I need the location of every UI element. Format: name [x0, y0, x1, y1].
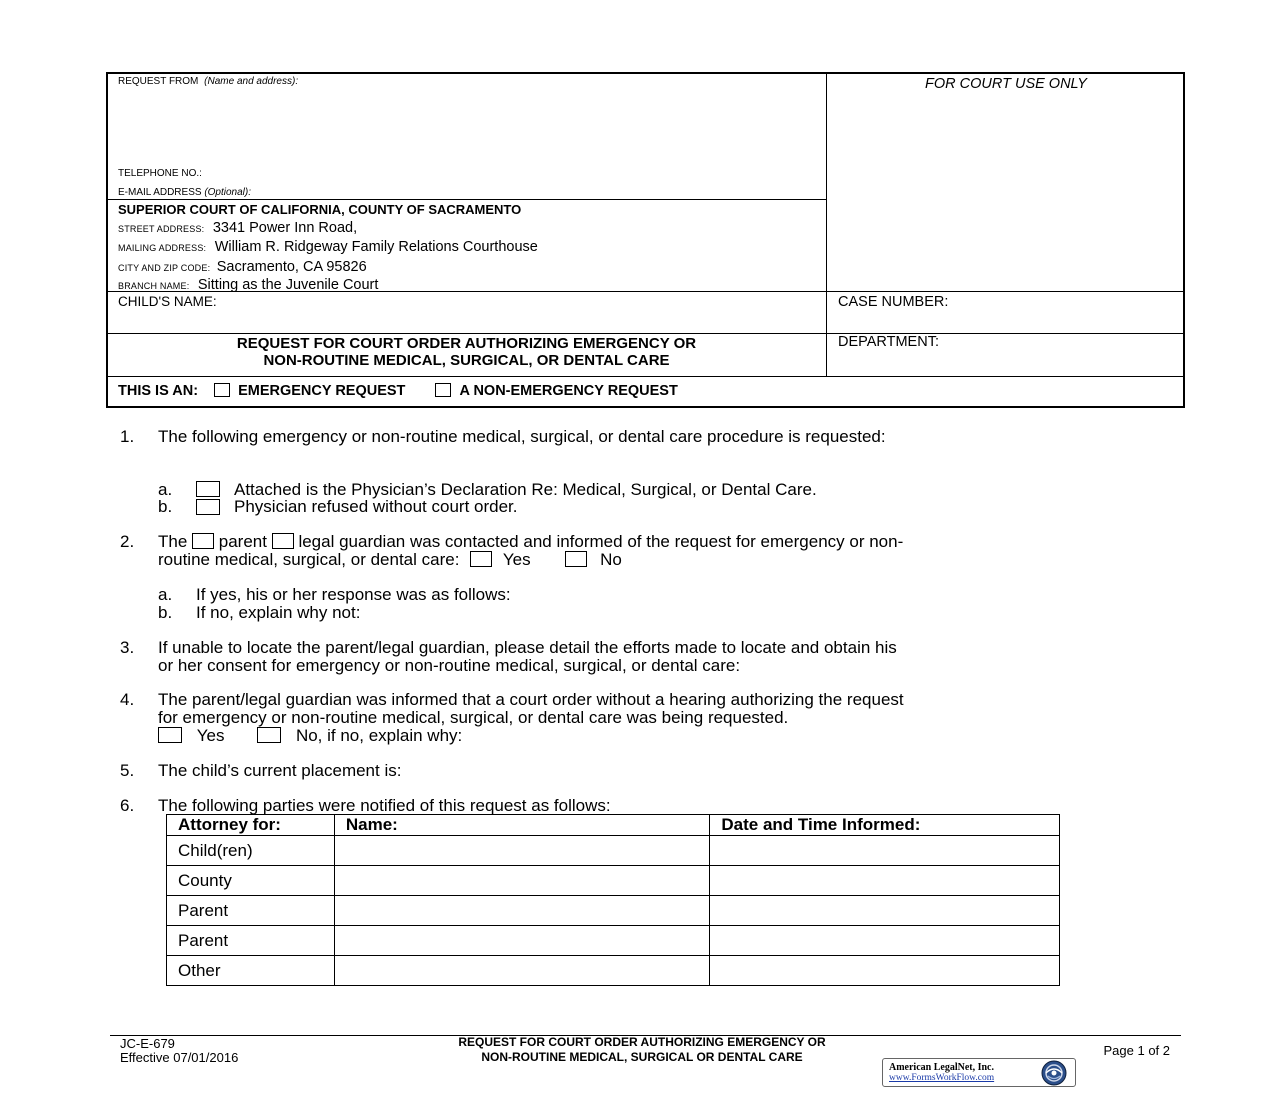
- row-label: Other: [167, 956, 335, 986]
- effective-date: Effective 07/01/2016: [120, 1050, 239, 1065]
- item-1-field[interactable]: [158, 448, 1158, 474]
- row-label: Child(ren): [167, 836, 335, 866]
- item-2-number: 2.: [120, 532, 135, 551]
- email-field[interactable]: [290, 185, 820, 199]
- form-title: REQUEST FOR COURT ORDER AUTHORIZING EMERGENCY OR NON-ROUTINE MEDICAL, SURGICAL, OR DENTAL CARE: [236, 335, 697, 369]
- table-row: [167, 836, 1060, 866]
- item-4-line1: The parent/legal guardian was informed that a court order without a hearing authorizing the request: [158, 690, 904, 709]
- column-header-attorney: Attorney for:: [167, 815, 335, 836]
- item-2a-letter: a.: [158, 585, 173, 604]
- telephone-label: TELEPHONE NO.:: [118, 168, 202, 179]
- request-from-field[interactable]: [118, 92, 818, 162]
- telephone-field[interactable]: [230, 166, 820, 180]
- mailing-address: MAILING ADDRESS: William R. Ridgeway Family Relations Courthouse: [118, 239, 538, 255]
- item-1a-text: Attached is the Physician’s Declaration Re: Medical, Surgical, or Dental Care.: [234, 480, 817, 499]
- parties-table: [166, 814, 1060, 986]
- column-header-name: Name:: [334, 815, 710, 836]
- item-4-yes-checkbox[interactable]: [158, 727, 182, 743]
- table-row: [167, 926, 1060, 956]
- item-4-no-checkbox[interactable]: [257, 727, 281, 743]
- item-1b-letter: b.: [158, 497, 173, 516]
- court-name: SUPERIOR COURT OF CALIFORNIA, COUNTY OF SACRAMENTO: [118, 202, 522, 217]
- page-number: Page 1 of 2: [1103, 1043, 1170, 1058]
- table-header-row: [167, 815, 1060, 836]
- date-time-cell[interactable]: [710, 926, 1060, 956]
- table-row: [167, 896, 1060, 926]
- item-5-text: The child’s current placement is:: [158, 761, 402, 780]
- item-6-text: The following parties were notified of this request as follows:: [158, 796, 611, 815]
- city-zip: CITY AND ZIP CODE: Sacramento, CA 95826: [118, 259, 367, 275]
- item-2b-text: If no, explain why not:: [196, 603, 361, 622]
- child-name-field[interactable]: [118, 310, 818, 330]
- name-cell[interactable]: [334, 956, 710, 986]
- globe-icon: [1041, 1060, 1067, 1086]
- item-1-text: The following emergency or non-routine medical, surgical, or dental care procedure is requested:: [158, 427, 886, 446]
- caption-line: [106, 333, 1185, 334]
- request-from-label: REQUEST FROM (Name and address):: [118, 76, 299, 87]
- logo-url: www.FormsWorkFlow.com: [889, 1073, 995, 1083]
- item-2a-text: If yes, his or her response was as follows:: [196, 585, 511, 604]
- item-4-line3: Yes No, if no, explain why:: [158, 727, 462, 745]
- child-name-label: CHILD'S NAME:: [118, 294, 217, 309]
- row-label: County: [167, 866, 335, 896]
- item-1-number: 1.: [120, 427, 135, 446]
- item-1a-checkbox[interactable]: [196, 481, 220, 497]
- item-1b-checkbox[interactable]: [196, 499, 220, 515]
- item-3-number: 3.: [120, 638, 135, 657]
- department-field[interactable]: [838, 352, 1178, 372]
- item-6-number: 6.: [120, 796, 135, 815]
- date-time-cell[interactable]: [710, 866, 1060, 896]
- item-2-line2: routine medical, surgical, or dental care: Yes No: [158, 550, 622, 569]
- form-number: JC-E-679: [120, 1036, 175, 1051]
- item-3-line2: or her consent for emergency or non-routine medical, surgical, or dental care:: [158, 656, 741, 675]
- department-label: DEPARTMENT:: [838, 334, 939, 350]
- publisher-logo[interactable]: [882, 1058, 1076, 1087]
- item-1a-letter: a.: [158, 480, 173, 499]
- item-2-no-checkbox[interactable]: [565, 551, 587, 567]
- case-number-field[interactable]: [838, 312, 1178, 330]
- logo-company-name: American LegalNet, Inc.: [889, 1062, 994, 1073]
- case-number-label: CASE NUMBER:: [838, 294, 949, 310]
- item-5-number: 5.: [120, 761, 135, 780]
- footer-title: REQUEST FOR COURT ORDER AUTHORIZING EMERGENCY OR NON-ROUTINE MEDICAL, SURGICAL OR DENTAL CARE: [458, 1035, 826, 1064]
- email-label: E-MAIL ADDRESS (Optional):: [118, 187, 252, 198]
- caption-line: [106, 376, 1185, 377]
- row-label: Parent: [167, 926, 335, 956]
- emergency-checkbox[interactable]: [214, 383, 230, 397]
- branch-name: BRANCH NAME: Sitting as the Juvenile Court: [118, 277, 379, 293]
- caption-line: [106, 199, 827, 200]
- name-cell[interactable]: [334, 866, 710, 896]
- caption-divider: [826, 72, 827, 377]
- name-cell[interactable]: [334, 896, 710, 926]
- item-2-yes-checkbox[interactable]: [470, 551, 492, 567]
- item-4-number: 4.: [120, 690, 135, 709]
- date-time-cell[interactable]: [710, 896, 1060, 926]
- item-2b-letter: b.: [158, 603, 173, 622]
- item-3-line1: If unable to locate the parent/legal guardian, please detail the efforts made to locate and obtain his: [158, 638, 897, 657]
- court-use-label: FOR COURT USE ONLY: [925, 76, 1087, 92]
- name-cell[interactable]: [334, 926, 710, 956]
- date-time-cell[interactable]: [710, 956, 1060, 986]
- request-type-row: THIS IS AN: EMERGENCY REQUEST A NON-EMERGENCY REQUEST: [118, 383, 678, 399]
- item-2-line1: The parent legal guardian was contacted and informed of the request for emergency or non-: [158, 532, 904, 551]
- item-4-line2: for emergency or non-routine medical, surgical, or dental care was being requested.: [158, 708, 789, 727]
- non-emergency-checkbox[interactable]: [435, 383, 451, 397]
- column-header-date-time: Date and Time Informed:: [710, 815, 1060, 836]
- item-1b-text: Physician refused without court order.: [234, 497, 518, 516]
- street-address: STREET ADDRESS: 3341 Power Inn Road,: [118, 220, 358, 236]
- row-label: Parent: [167, 896, 335, 926]
- date-time-cell[interactable]: [710, 836, 1060, 866]
- table-row: [167, 866, 1060, 896]
- table-row: [167, 956, 1060, 986]
- item-2-parent-checkbox[interactable]: [192, 533, 214, 549]
- item-2-guardian-checkbox[interactable]: [272, 533, 294, 549]
- name-cell[interactable]: [334, 836, 710, 866]
